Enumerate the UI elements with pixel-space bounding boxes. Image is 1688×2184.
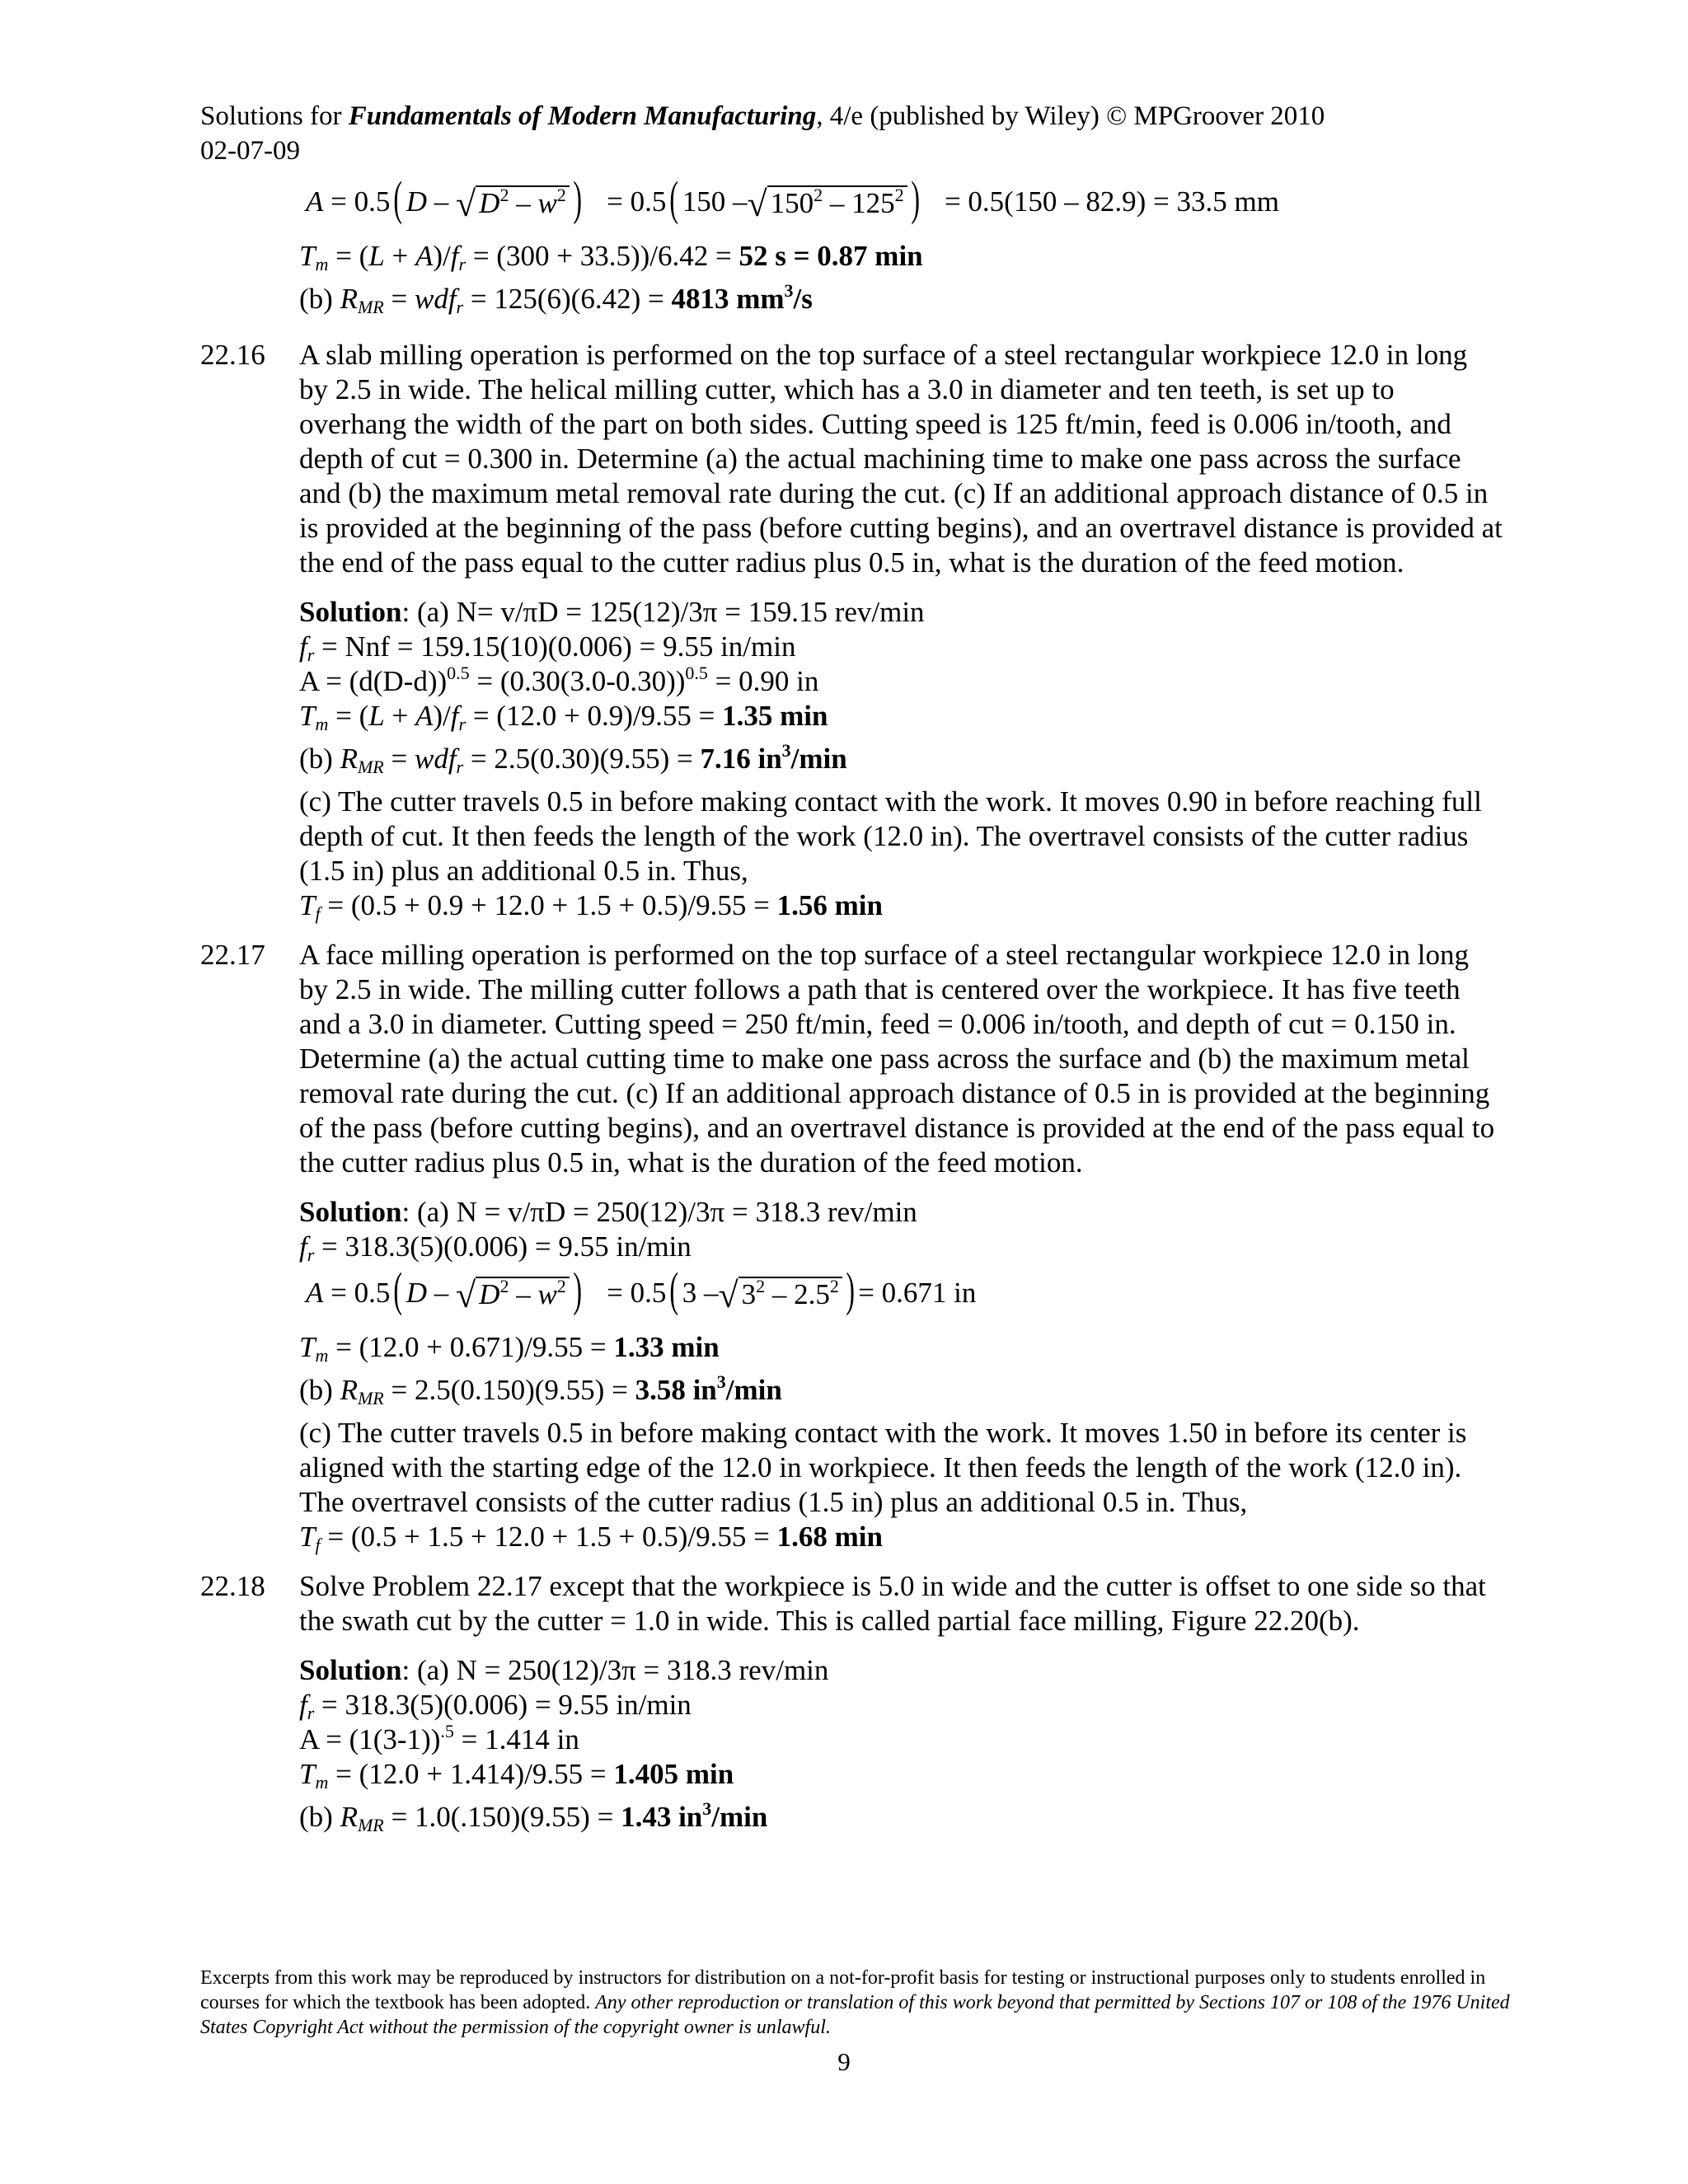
rmr-result: 3.58 in: [635, 1374, 717, 1406]
formula-result: = 0.5(150 – 82.9) = 33.5 mm: [944, 185, 1279, 218]
approach-formula: A = 0.5 ( D – √ $D^2 - w^2$ ) = 0.5 ( 150 – √ $150^2 - 125^2$ ) = 0.5(150 – 82.9) = 33.5 mm: [306, 171, 1279, 225]
solution-a: [299, 595, 1503, 630]
feed-rate-line: $f_r$ = Nnf = 159.15(10)(0.006) = 9.55 in/min: [299, 630, 796, 665]
problem-22-18: [200, 1569, 1503, 1638]
tf-result: 1.68 min: [776, 1521, 883, 1553]
approach-line: [299, 664, 1503, 699]
header-suffix: , 4/e (published by Wiley) © MPGroover 2010: [816, 101, 1325, 131]
formula-under-a: 3: [741, 1277, 757, 1310]
part-c-text: (c) The cutter travels 0.5 in before making contact with the work. It moves 0.90 in before reaching full depth of cut. It then feeds the length of the work (12.0 in). The overtravel consists of the cutter radius (1.5 in) plus an additional 0.5 in. Thus,: [299, 785, 1482, 887]
approach-sup: 0.5: [447, 663, 470, 683]
rmr-line: (b) $R_{MR} = 1.0(.150)(9.55) = 1.43$ $in^3/\min$: [299, 1798, 768, 1835]
tm-result: 1.33 min: [613, 1331, 720, 1363]
feed-rate-text: = 318.3(5)(0.006) = 9.55 in/min: [314, 1689, 692, 1721]
rmr-sup: 3: [784, 280, 794, 301]
solution-22-17: [299, 1195, 1503, 1554]
problem-22-17: [200, 938, 1503, 1180]
approach-end: = 0.90 in: [707, 665, 819, 697]
footer-italic-text: Any other reproduction or translation of this work beyond that permitted by Sections 107 or 108 of the 1976 United States Copyright Act without the permission of the copyright owner is unlawful.: [200, 1992, 1510, 2038]
formula-result: = 0.671 in: [858, 1277, 977, 1309]
rmr-line: (b) $R_{MR} = 2.5(0.150)(9.55) = 3.58$ $in^3/\min$: [299, 1371, 782, 1408]
approach-a: A = (1(3-1)): [299, 1723, 441, 1755]
solution-a-text: : (a) N = 250(12)/3π = 318.3 rev/min: [401, 1654, 829, 1686]
problem-text: A slab milling operation is performed on the top surface of a steel rectangular workpiece 12.0 in long by 2.5 in wide. The helical milling cutter, which has a 3.0 in diameter and ten teeth, is set up to overhang the width of the part on both sides. Cutting speed is 125 ft/min, feed is 0.006 in/tooth, and depth of cut = 0.300 in. Determine (a) the actual machining time to make one pass across the surface and (b) the maximum metal removal rate during the cut. (c) If an additional approach distance of 0.5 in is provided at the beginning of the pass (before cutting begins), and an overtravel distance is provided at the end of the pass equal to the cutter radius plus 0.5 in, what is the duration of the feed motion.: [299, 339, 1503, 579]
solution-a-text: : (a) N= v/πD = 125(12)/3π = 159.15 rev/min: [401, 596, 925, 628]
tm-text: = (12.0 + 1.414)/9.55 =: [328, 1758, 614, 1790]
rmr-result: 7.16 in: [700, 743, 782, 775]
solution-22-18: [299, 1653, 1503, 1835]
rmr-eq: = 125(6)(6.42) =: [463, 283, 672, 315]
problem-22-16: [200, 338, 1503, 580]
tf-line: $T_f = (0.5 + 1.5 + 12.0 + 1.5 + 0.5)/9.55 = 1.68$ min: [299, 1521, 883, 1555]
feed-rate-text: = 318.3(5)(0.006) = 9.55 in/min: [314, 1230, 692, 1263]
footer-normal-text: Excerpts from this work may be reproduced by instructors for distribution on a not-for-profit basis for testing or instructional purposes only to students enrolled in courses for which the textbook has been adopted.: [200, 1967, 1486, 2013]
approach-sup: .5: [440, 1721, 454, 1741]
page-header: [200, 99, 1325, 168]
book-title: Fundamentals of Modern Manufacturing: [348, 101, 817, 131]
solution-label: Solution: [299, 1654, 402, 1686]
problem-number: 22.18: [200, 1570, 265, 1602]
approach-line: [299, 1722, 1503, 1757]
solution-22-16: [299, 595, 1503, 923]
formula-term: 150 –: [682, 185, 748, 218]
tm-line: $T_m = (L + A)/f_r = (300 + 33.5))/6.42 = 52$ s = 0.87 min: [299, 240, 923, 274]
solution-label: Solution: [299, 596, 402, 628]
problem-number: 22.16: [200, 339, 265, 371]
rmr-line: (b) $R_{MR} = wdf_r = 2.5(0.30)(9.55) = 7.16$ $in^3/\min$: [299, 740, 847, 777]
tf-text: = (0.5 + 0.9 + 12.0 + 1.5 + 0.5)/9.55 =: [320, 889, 777, 921]
formula-term: 3 –: [682, 1277, 719, 1309]
formula-under-b: – 125: [823, 186, 895, 219]
tm-line: $T_m = (12.0 + 0.671)/9.55 = 1.33$ min: [299, 1331, 720, 1366]
header-line: [200, 99, 1325, 134]
rmr-line: (b) $R_{MR} = wdf_r = 125(6)(6.42) = 4813$ $mm^3/s$: [299, 280, 813, 317]
rmr-eq: = 2.5(0.30)(9.55) =: [463, 743, 701, 775]
formula-under-b: – 2.5: [765, 1277, 830, 1310]
feed-rate-line: $f_r = 318.3(5)(0.006) = 9.55$ in/min: [299, 1230, 692, 1265]
rmr-eq: = 1.0(.150)(9.55) =: [383, 1801, 621, 1833]
tm-line: $T_m = (12.0 + 1.414)/9.55 = 1.405$ min: [299, 1758, 734, 1793]
problem-text: Solve Problem 22.17 except that the workpiece is 5.0 in wide and the cutter is offset to one side so that the swath cut by the cutter = 1.0 in wide. This is called partial face milling, Figure 22.20(b).: [299, 1570, 1486, 1637]
tm-result: 1.405 min: [613, 1758, 734, 1790]
rmr-eq: = 2.5(0.150)(9.55) =: [383, 1374, 635, 1406]
solution-a-text: : (a) N = v/πD = 250(12)/3π = 318.3 rev/min: [401, 1196, 917, 1228]
page-number: 9: [837, 2047, 851, 2076]
approach-formula: A = 0.5 ( D – √ $D^2 - w^2$ ) = 0.5 ( 3 – √ $3^2 - 2.5^2$ ) = 0.671 in: [306, 1263, 977, 1316]
problem-number: 22.17: [200, 939, 265, 971]
tf-result: 1.56 min: [776, 889, 883, 921]
tf-text: = (0.5 + 1.5 + 12.0 + 1.5 + 0.5)/9.55 =: [320, 1521, 777, 1553]
formula-under-a: 150: [770, 186, 814, 219]
header-date: 02-07-09: [200, 136, 300, 166]
part-c-text: (c) The cutter travels 0.5 in before making contact with the work. It moves 1.50 in before its center is aligned with the starting edge of the 12.0 in workpiece. It then feeds the length of the work (12.0 in). The overtravel consists of the cutter radius (1.5 in) plus an additional 0.5 in. Thus,: [299, 1417, 1467, 1518]
rmr-tail: /s: [793, 283, 813, 315]
tm-text: = (12.0 + 0.671)/9.55 =: [328, 1331, 614, 1363]
approach-end: = 1.414 in: [453, 1723, 579, 1755]
tm-result: 52 s = 0.87 min: [738, 240, 923, 272]
solution-label: Solution: [299, 1196, 402, 1228]
tm-text: = (12.0 + 0.9)/9.55 =: [466, 700, 723, 732]
rmr-result: 1.43 in: [621, 1801, 703, 1833]
formula-mid: = 0.5: [607, 185, 667, 218]
header-prefix: Solutions for: [200, 101, 349, 131]
approach-a: A = (d(D-d)): [299, 665, 448, 697]
tm-result: 1.35 min: [722, 700, 828, 732]
feed-rate-text: = Nnf = 159.15(10)(0.006) = 9.55 in/min: [314, 630, 796, 663]
rmr-result: 4813 mm: [671, 283, 785, 315]
main-content: [200, 173, 1503, 1835]
approach-mid: = (0.30(3.0-0.30)): [469, 665, 686, 697]
problem-text: A face milling operation is performed on the top surface of a steel rectangular workpiece 12.0 in long by 2.5 in wide. The milling cutter follows a path that is centered over the workpiece. It has five teeth and a 3.0 in diameter. Cutting speed = 250 ft/min, feed = 0.006 in/tooth, and depth of cut = 0.150 in. Determine (a) the actual cutting time to make one pass across the surface and (b) the maximum metal removal rate during the cut. (c) If an additional approach distance of 0.5 in is provided at the beginning of the pass (before cutting begins), and an overtravel distance is provided at the end of the pass equal to the cutter radius plus 0.5 in, what is the duration of the feed motion.: [299, 939, 1495, 1179]
carryover-solution: [299, 173, 1503, 316]
copyright-footer: [200, 1966, 1527, 2040]
solution-a: [299, 1653, 1503, 1688]
tm-line: $T_m = (L + A)/f_r = (12.0 + 0.9)/9.55 = 1.35$ min: [299, 700, 828, 734]
solution-a: [299, 1195, 1503, 1230]
approach-sup-2: 0.5: [685, 663, 708, 683]
feed-rate-line: $f_r = 318.3(5)(0.006) = 9.55$ in/min: [299, 1689, 692, 1723]
tf-line: $T_f = (0.5 + 0.9 + 12.0 + 1.5 + 0.5)/9.55 = 1.56$ min: [299, 889, 883, 924]
